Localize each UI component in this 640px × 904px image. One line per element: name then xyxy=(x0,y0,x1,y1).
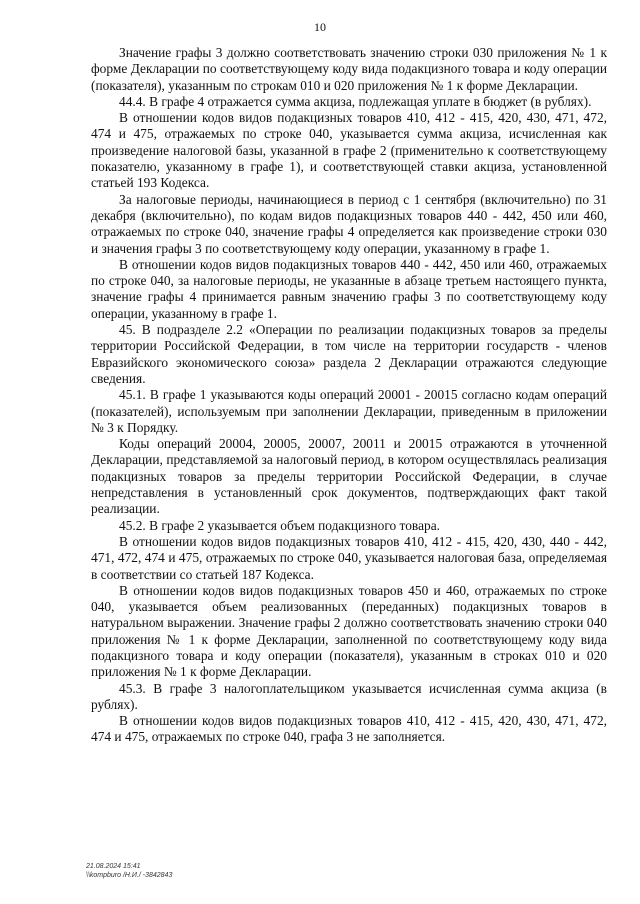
paragraph: 45.2. В графе 2 указывается объем подакцизного товара. xyxy=(119,517,441,533)
paragraph: В отношении кодов видов подакцизных товаров 410, 412 - 415, 420, 430, 471, 472, 474 и 475, отражаемых по строке 040, указывается сумма акциза, исчисленная как произведение налоговой базы, указанной в графе 2 (применительно к соответствующему показателю, указанному в графе 1), и соответствующей ставки акциза, установленной статьей 193 Кодекса. xyxy=(91,110,607,191)
paragraph: В отношении кодов видов подакцизных товаров 410, 412 - 415, 420, 430, 471, 472, 474 и 475, отражаемых по строке 040, графа 3 не заполняется. xyxy=(91,713,607,745)
paragraph: В отношении кодов видов подакцизных товаров 410, 412 - 415, 420, 430, 440 - 442, 471, 472, 474 и 475, отражаемых по строке 040, указывается налоговая база, определяемая в соответствии со статьей 187 Кодекса. xyxy=(91,533,607,582)
page-number: 10 xyxy=(314,20,326,34)
paragraph: Значение графы 3 должно соответствовать значению строки 030 приложения № 1 к форме Декларации по соответствующему коду вида подакцизного товара и коду операции (показателя), указанным по строкам 010 и 020 приложения № 1 к форме Декларации. xyxy=(91,45,607,93)
document-body xyxy=(91,45,607,746)
paragraph: 45. В подразделе 2.2 «Операции по реализации подакцизных товаров за пределы территории Российской Федерации, в том числе на территории государств - членов Евразийского экономического союза» раздела 2 Декларации отражаются следующие сведения. xyxy=(91,322,607,386)
paragraph: 45.3. В графе 3 налогоплательщиком указывается исчисленная сумма акциза (в рублях). xyxy=(91,680,607,712)
paragraph: В отношении кодов видов подакцизных товаров 450 и 460, отражаемых по строке 040, указывается объем реализованных (переданных) подакцизных товаров в натуральном выражении. Значение графы 2 должно соответствовать значению строки 040 приложения № 1 к форме Декларации, заполненной по соответствующему коду вида подакцизного товара и коду операции (показателя), указанным в строках 010 и 020 приложения № 1 к форме Декларации. xyxy=(91,582,607,680)
paragraph: Коды операций 20004, 20005, 20007, 20011 и 20015 отражаются в уточненной Декларации, представляемой за налоговый период, в котором осуществлялась реализация подакцизных товаров за пределы территории Российской Федерации, в случае непредставления в установленный срок документов, подтверждающих факт такой реализации. xyxy=(91,436,607,517)
paragraph: В отношении кодов видов подакцизных товаров 440 - 442, 450 или 460, отражаемых по строке 040, за налоговые периоды, не указанные в абзаце третьем настоящего пункта, значение графы 4 принимается равным значению графы 3 по соответствующему коду операции, указанному в графе 1. xyxy=(91,256,607,321)
document-reference: \\kompburo /Н.И./ -3842843 xyxy=(86,872,173,879)
print-footer xyxy=(86,862,172,880)
paragraph: 44.4. В графе 4 отражается сумма акциза, подлежащая уплате в бюджет (в рублях). xyxy=(119,93,592,109)
paragraph: 45.1. В графе 1 указываются коды операций 20001 - 20015 согласно кодам операций (показателей), используемым при заполнении Декларации, приведенным в приложении № 3 к Порядку. xyxy=(91,387,607,435)
paragraph: За налоговые периоды, начинающиеся в период с 1 сентября (включительно) по 31 декабря (включительно), по кодам видов подакцизных товаров 440 - 442, 450 или 460, отражаемых по строке 040, значение графы 4 определяется как произведение строки 030 и значения графы 3 по соответствующему коду операции, указанному в графе 1. xyxy=(91,191,607,256)
print-timestamp: 21.08.2024 15:41 xyxy=(86,863,141,870)
